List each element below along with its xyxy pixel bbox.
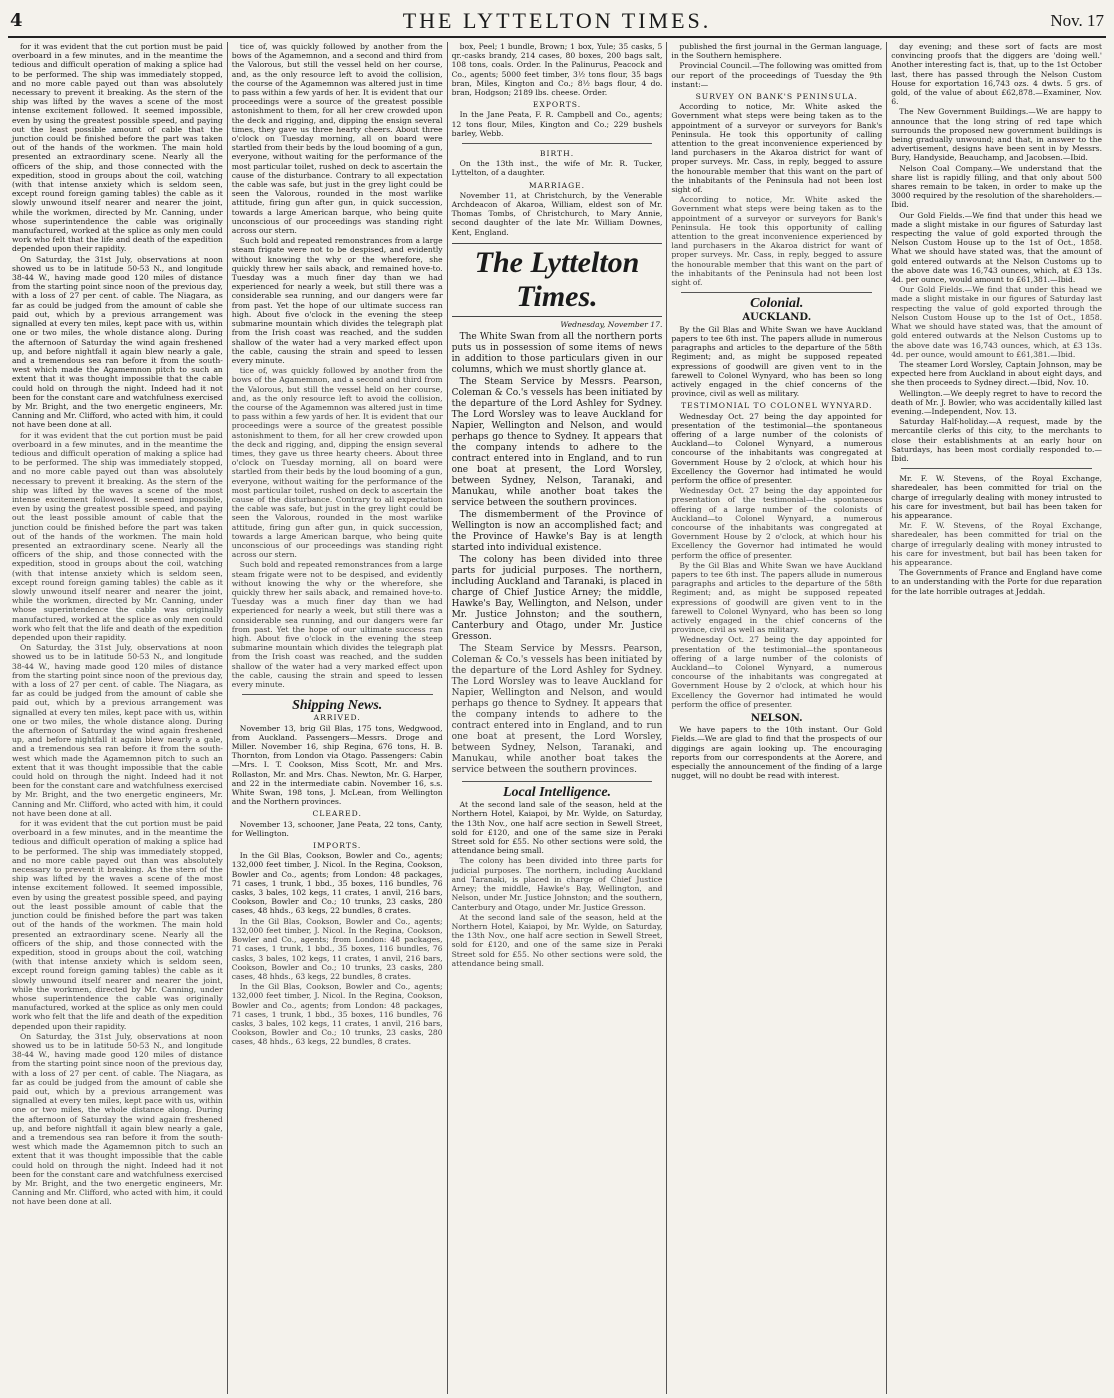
colonial-heading: Colonial. xyxy=(750,296,804,312)
article-paragraph: Nelson Coal Company.—We understand that the share list is rapidly filling, and that only about 500 shares remain to be taken, in order to make up the 3000 required by the resolution of the shareholders.—Ibid. xyxy=(891,163,1102,210)
cleared-heading: CLEARED. xyxy=(312,809,362,819)
article-paragraph: By the Gil Blas and White Swan we have Auckland papers to tee 6th inst. The papers allude in numerous paragraphs and articles to the departure of the 58th Regiment; and, as might be supposed repeated expressions of goodwill are given vent to in the farewell to Colonel Wynyard, who has been so long actively engaged in the chief concerns of the province, civil as well as military. xyxy=(671,560,883,635)
article-paragraph: tice of, was quickly followed by another from the bows of the Agamemnon, and a second and third from the Valorous, but still the vessel held on her course, and, as the only resource left to avoid the collision, the course of the Agamemnon was altered just in time to pass within a few yards of her. It is evident that our proceedings were a source of the greatest possible astonishment to them, for all her crew crowded upon the deck and rigging, and, dipping the ensign several times, they gave us three hearty cheers. About three o'clock on Tuesday morning, all on board were startled from their beds by the loud booming of a gun, everyone, without waiting for the performance of the most particular toilet, rushed on deck to ascertain the cause of the disturbance. Contrary to all expectation the cable was safe, but just in the grey light could be seen the Valorous, rounded in the most warlike attitude, firing gun after gun, in quick succession, towards a large American barque, who being quite unconscious of our proceedings was standing right across our stern. xyxy=(231,366,443,560)
birth-heading: BIRTH. xyxy=(539,149,575,159)
leader-paragraph: The Steam Service by Messrs. Pearson, Coleman & Co.'s vessels has been initiated by the departure of the Lord Ashley for Sydney. The Lord Worsley was to leave Auckland for Napier, Wellington and Nelson, and would perhaps go thence to Sydney. It appears that the company intends to adhere to the contract entered into in England, and to run one boat at present, the Lord Worsley, between Sydney, Nelson, Taranaki, and Manukau, while another boat takes the service between the southern provinces. xyxy=(451,644,663,776)
leader-title: The Lyttelton Times. xyxy=(452,243,663,317)
leader-paragraph: The Steam Service by Messrs. Pearson, Coleman & Co.'s vessels has been initiated by the departure of the Lord Ashley for Sydney. The Lord Worsley was to leave Auckland for Napier, Wellington and Nelson, and would perhaps go thence to Sydney. It appears that the company intends to adhere to the contract entered into in England, and to run one boat at present, the Lord Worsley, between Sydney, Nelson, Taranaki, and Manukau, while another boat takes the service between the southern provinces. xyxy=(451,377,663,509)
leader-paragraph: The White Swan from all the northern ports puts us in possession of some items of news in addition to those particulars given in our columns, which we must shortly glance at. xyxy=(451,332,663,376)
article-paragraph: tice of, was quickly followed by another from the bows of the Agamemnon, and a second and third from the Valorous, but still the vessel held on her course, and, as the only resource left to avoid the collision, the course of the Agamemnon was altered just in time to pass within a few yards of her. It is evident that our proceedings were a source of the greatest possible astonishment to them, for all her crew crowded upon the deck and rigging, and, dipping the ensign several times, they gave us three hearty cheers. About three o'clock on Tuesday morning, all on board were startled from their beds by the loud booming of a gun, everyone, without waiting for the performance of the most particular toilet, rushed on deck to ascertain the cause of the disturbance. Contrary to all expectation the cable was safe, but just in the grey light could be seen the Valorous, rounded in the most warlike attitude, firing gun after gun, in quick succession, towards a large American barque, who being quite unconscious of our proceedings was standing right across our stern. xyxy=(231,42,443,236)
article-paragraph: On Saturday, the 31st July, observations at noon showed us to be in latitude 50-53 N., and longitude 38-44 W., having made good 120 miles of distance from the starting point since noon of the previous day, with a loss of 27 per cent. of cable. The Niagara, as far as could be judged from the amount of cable she paid out, which by a previous arrangement was signalled at every ten miles, kept pace with us, within one or two miles, the whole distance along. During the afternoon of Saturday the wind again freshened up, and before nightfall it again blew nearly a gale, and a tremendous sea ran before it from the south-west which made the Agamemnon pitch to such an extent that it was thought impossible that the cable could hold on through the night. Indeed had it not been for the constant care and watchfulness exercised by Mr. Bright, and the two energetic engineers, Mr. Canning and Mr. Clifford, who acted with him, it could not have been done at all. xyxy=(12,643,223,818)
birth-text: On the 13th inst., the wife of Mr. R. Tucker, Lyttelton, of a daughter. xyxy=(451,159,663,178)
article-paragraph: On Saturday, the 31st July, observations at noon showed us to be in latitude 50-53 N., and longitude 38-44 W., having made good 120 miles of distance from the starting point since noon of the previous day, with a loss of 27 per cent. of cable. The Niagara, as far as could be judged from the amount of cable she paid out, which by a previous arrangement was signalled at every ten miles, kept pace with us, within one or two miles, the whole distance along. During the afternoon of Saturday the wind again freshened up, and before nightfall it again blew nearly a gale, and a tremendous sea ran before it from the south-west which made the Agamemnon pitch to such an extent that it was thought impossible that the cable could hold on through the night. Indeed had it not been for the constant care and watchfulness exercised by Mr. Bright, and the two energetic engineers, Mr. Canning and Mr. Clifford, who acted with him, it could not have been done at all. xyxy=(12,1031,223,1207)
article-paragraph: According to notice, Mr. White asked the Government what steps were being taken as to the appointment of a surveyor or surveyors for Bank's Peninsula. He took this opportunity of calling attention to the great inconvenience experienced by land purchasers in the Akaroa district for want of proper surveys. Mr. Cass, in reply, begged to assure the honourable member that this want on the part of the inhabitants of the Peninsula had not been lost sight of. xyxy=(671,195,883,288)
imports-text: In the Gil Blas, Cookson, Bowler and Co., agents; 132,000 feet timber, J. Nicol. In the Regina, Cookson, Bowler and Co., agents; from London: 48 packages, 71 cases, 1 trunk, 1 bbd., 35 boxes, 116 bundles, 76 casks, 3 bales, 102 kegs, 11 crates, 1 anvil, 216 bars, Cookson, Bowler and Co.; 10 trunks, 23 casks, 280 cases, 48 hhds., 63 kegs, 22 bundles, 8 crates. xyxy=(231,982,443,1047)
cleared-text: November 13, schooner, Jane Peata, 22 tons, Canty, for Wellington. xyxy=(231,819,443,838)
column-5 xyxy=(887,42,1106,1394)
article-paragraph: The Governments of France and England have come to an understanding with the Porte for due reparation for the late horrible outrages at Jeddah. xyxy=(891,568,1102,596)
article-paragraph: Our Gold Fields.—We find that under this head we made a slight mistake in our figures of Saturday last respecting the value of gold exported through the Nelson Custom House up to the 1st of Oct., 1858. What we should have stated was, that the amount of gold entered outwards at the Nelson Customs up to the above date was 16,743 ounces, which, at £3 13s. 4d. per ounce, would amount to £61,381.—Ibid. xyxy=(891,210,1102,285)
leader-paragraph: The dismemberment of the Province of Wellington is now an accomplished fact; and the Province of Hawke's Bay is at length started into individual existence. xyxy=(451,510,663,554)
article-paragraph: for it was evident that the cut portion must be paid overboard in a few minutes, and in the meantime the tedious and difficult operation of making a splice had to be performed. The ship was immediately stopped, and no more cable payed out than was absolutely necessary to prevent it breaking. As the stern of the ship was lifted by the waves a scene of the most intense excitement followed. It seemed impossible, even by using the greatest possible speed, and paying out the least possible amount of cable that the junction could be finished before the part was taken out of the hands of the workmen. The main hold presented an extraordinary scene. Nearly all the officers of the ship, and those connected with the expedition, stood in groups about the coil, watching (with that intense anxiety which is seldom seen, except round foreign gaming tables) the cable as it slowly unwound itself nearer and nearer the joint, while the workmen, directed by Mr. Canning, under whose superintendence the cable was originally manufactured, worked at the splice as only men could work who felt that the life and death of the expedition depended upon their rapidity. xyxy=(12,819,223,1031)
testimonial-heading: TESTIMONIAL TO COLONEL WYNYARD. xyxy=(681,401,873,411)
imports-heading: IMPORTS. xyxy=(313,841,362,851)
article-paragraph: Wednesday Oct. 27 being the day appointed for presentation of the testimonial—the spontaneous offering of a large number of the colonists of Auckland—to Colonel Wynyard, a numerous concourse of the inhabitants was congregated at Government House by 2 o'clock, at which hour his Excellency the Governor had intimated he would perform the office of presenter. xyxy=(671,635,883,709)
local-paragraph: At the second land sale of the season, held at the Northern Hotel, Kaiapoi, by Mr. Wylde, on Saturday, the 13th Nov., one half acre section in Sewell Street, sold for £120, and one of the same size in Peraki Street sold for £55. No other sections were sold, the attendance being small. xyxy=(451,800,663,856)
article-paragraph: The steamer Lord Worsley, Captain Johnson, may be expected here from Auckland in about eight days, and she then proceeds to Sydney direct.—Ibid, Nov. 10. xyxy=(891,359,1102,388)
article-paragraph: day evening; and these sort of facts are most convincing proofs that the diggers are 'doing well.' Another interesting fact is, that, up to the 1st October last, there has passed through the Nelson Custom House for exportation 16,743 ozs. 4 dwts. 5 grs. of gold, of the value of about £62,878.—Examiner, Nov. 6. xyxy=(891,42,1102,107)
column-1 xyxy=(8,42,228,1394)
leader-date: Wednesday, November 17. xyxy=(560,319,663,329)
article-paragraph: Saturday Half-holiday.—A request, made by the mercantile clerks of this city, to the merchants to close their establishments at an early hour on Saturdays, has been most cordially responded to.—Ibid. xyxy=(891,417,1102,463)
article-paragraph: for it was evident that the cut portion must be paid overboard in a few minutes, and in the meantime the tedious and difficult operation of making a splice had to be performed. The ship was immediately stopped, and no more cable payed out than was absolutely necessary to prevent it breaking. As the stern of the ship was lifted by the waves a scene of the most intense excitement followed. It seemed impossible, even by using the greatest possible speed, and paying out the least possible amount of cable that the junction could be finished before the part was taken out of the hands of the workmen. The main hold presented an extraordinary scene. Nearly all the officers of the ship, and those connected with the expedition, stood in groups about the coil, watching (with that intense anxiety which is seldom seen, except round foreign gaming tables) the cable as it slowly unwound itself nearer and nearer the joint, while the workmen, directed by Mr. Canning, under whose superintendence the cable was originally manufactured, worked at the splice as only men could work who felt that the life and death of the expedition depended upon their rapidity. xyxy=(12,430,223,642)
divider xyxy=(901,468,1092,469)
marriage-heading: MARRIAGE. xyxy=(528,180,586,190)
article-paragraph: Such bold and repeated remonstrances from a large steam frigate were not to be despised, and evidently without knowing the why or the wherefore, she quickly threw her sails aback, and remained hove-to. Tuesday was a much finer day than we had experienced for nearly a week, but still there was a considerable sea running, and our dangers were far from past. Yet the hope of our ultimate success ran high. About five o'clock in the evening the steep submarine mountain which divides the telegraph plat from the Irish coast was reached, and the sudden shallow of the water had a very marked effect upon the cable, causing the strain and speed to lessen every minute. xyxy=(231,560,443,690)
exports-heading: EXPORTS. xyxy=(532,100,582,110)
column-2 xyxy=(228,42,448,1394)
issue-date: Nov. 17 xyxy=(1050,11,1104,30)
article-paragraph: Our Gold Fields.—We find that under this head we made a slight mistake in our figures of Saturday last respecting the value of gold exported through the Nelson Custom House up to the 1st of Oct., 1858. What we should have stated was, that the amount of gold entered outwards at the Nelson Customs up to the above date was 16,743 ounces, which, at £3 13s. 4d. per ounce, would amount to £61,381.—Ibid. xyxy=(891,285,1102,359)
local-paragraph: The colony has been divided into three parts for judicial purposes. The northern, including Auckland and Taranaki, is placed in charge of Chief Justice Arney; the middle, Hawke's Bay, Wellington, and Nelson, under Mr. Justice Johnston; and the southern, Canterbury and Otago, under Mr. Justice Gresson. xyxy=(451,856,663,912)
article-paragraph: We have papers to the 10th instant. Our Gold Fields.—We are glad to find that the prospects of our diggings are again looking up. The encouraging reports from our correspondents at the Aorere, and especially the announcement of the finding of a large nugget, will no doubt be read with interest. xyxy=(671,725,883,781)
article-paragraph: Provincial Council.—The following was omitted from our report of the proceedings of Tuesday the 9th instant:— xyxy=(671,61,883,89)
marriage-text: November 11, at Christchurch, by the Venerable Archdeacon of Akaroa, William, eldest son of Mr. Thomas Tombs, of Christchurch, to Mary Annie, second daughter of the late Mr. William Downes, Kent, England. xyxy=(451,190,663,237)
paper-title: THE LYTTELTON TIMES. xyxy=(402,8,712,33)
article-paragraph: Mr. F. W. Stevens, of the Royal Exchange, sharedealer, has been committed for trial on the charge of irregularly dealing with money intrusted to his care for investment, but bail has been taken for his appearance. xyxy=(891,521,1102,567)
article-paragraph: The New Government Buildings.—We are happy to announce that the long string of red tape which surrounds the proposed new government buildings is being gradually unwound; and that, in answer to the advertisement, designs have been sent in by Messrs. Bury, Handyside, Beauchamp, and Jacobsen.—Ibid. xyxy=(891,107,1102,163)
arrived-heading: ARRIVED. xyxy=(313,713,361,723)
imports-continued: box, Peel; 1 bundle, Brown; 1 box, Yule; 35 casks, 5 qr.-casks brandy, 214 cases, 80 boxes, 200 bags salt, 108 tons, coals. Order. In the Palinurus, Peacock and Co., agents; 5000 feet timber, 3½ tons flour, 35 bags bran, Miles, Kington and Co.; 8½ bags flour, 4 do. bran, Hodgson; 2189 lbs. cheese. Order. xyxy=(451,42,663,98)
imports-text: In the Gil Blas, Cookson, Bowler and Co., agents; 132,000 feet timber, J. Nicol. In the Regina, Cookson, Bowler and Co., agents; from London: 48 packages, 71 cases, 1 trunk, 1 bbd., 35 boxes, 116 bundles, 76 casks, 3 bales, 102 kegs, 11 crates, 1 anvil, 216 bars, Cookson, Bowler and Co.; 10 trunks, 23 casks, 280 cases, 48 hhds., 63 kegs, 22 bundles, 8 crates. xyxy=(231,851,443,916)
article-paragraph: Wellington.—We deeply regret to have to record the death of Mr. J. Bowler, who was accidentally killed last evening.—Independent, Nov. 13. xyxy=(891,388,1102,416)
columns xyxy=(8,42,1106,1394)
article-paragraph: for it was evident that the cut portion must be paid overboard in a few minutes, and in the meantime the tedious and difficult operation of making a splice had to be performed. The ship was immediately stopped, and no more cable payed out than was absolutely necessary to prevent it breaking. As the stern of the ship was lifted by the waves a scene of the most intense excitement followed. It seemed impossible, even by using the greatest possible speed, and paying out the least possible amount of cable that the junction could be finished before the part was taken out of the hands of the workmen. The main hold presented an extraordinary scene. Nearly all the officers of the ship, and those connected with the expedition, stood in groups about the coil, watching (with that intense anxiety which is seldom seen, except round foreign gaming tables) the cable as it slowly unwound itself nearer and nearer the joint, while the workmen, directed by Mr. Canning, under whose superintendence the cable was originally manufactured, worked at the splice as only men could work who felt that the life and death of the expedition depended upon their rapidity. xyxy=(12,42,223,254)
article-paragraph: Such bold and repeated remonstrances from a large steam frigate were not to be despised, and evidently without knowing the why or the wherefore, she quickly threw her sails aback, and remained hove-to. Tuesday was a much finer day than we had experienced for nearly a week, but still there was a considerable sea running, and our dangers were far from past. Yet the hope of our ultimate success ran high. About five o'clock in the evening the steep submarine mountain which divides the telegraph plat from the Irish coast was reached, and the sudden shallow of the water had a very marked effect upon the cable, causing the strain and speed to lessen every minute. xyxy=(231,236,443,365)
article-paragraph: By the Gil Blas and White Swan we have Auckland papers to tee 6th inst. The papers allude in numerous paragraphs and articles to the departure of the 58th Regiment; and, as might be supposed repeated expressions of goodwill are given vent to in the farewell to Colonel Wynyard, who has been so long actively engaged in the chief concerns of the province, civil as well as military. xyxy=(671,324,883,399)
column-3 xyxy=(448,42,668,1394)
local-intelligence-heading: Local Intelligence. xyxy=(502,785,612,801)
divider xyxy=(242,694,433,695)
local-paragraph: At the second land sale of the season, held at the Northern Hotel, Kaiapoi, by Mr. Wylde, on Saturday, the 13th Nov., one half acre section in Sewell Street, sold for £120, and one of the same size in Peraki Street sold for £55. No other sections were sold, the attendance being small. xyxy=(451,912,663,968)
column-4 xyxy=(667,42,887,1394)
shipping-news-heading: Shipping News. xyxy=(292,698,383,714)
page-number: 4 xyxy=(10,10,23,31)
exports-text: In the Jane Peata, F. R. Campbell and Co., agents; 12 tons flour, Miles, Kington and Co.; 229 bushels barley, Webb. xyxy=(451,110,663,138)
divider xyxy=(681,292,872,293)
article-paragraph: On Saturday, the 31st July, observations at noon showed us to be in latitude 50-53 N., and longitude 38-44 W., having made good 120 miles of distance from the starting point since noon of the previous day, with a loss of 27 per cent. of cable. The Niagara, as far as could be judged from the amount of cable she paid out, which by a previous arrangement was signalled at every ten miles, kept pace with us, within one or two miles, the whole distance along. During the afternoon of Saturday the wind again freshened up, and before nightfall it again blew nearly a gale, and a tremendous sea ran before it from the south-west which made the Agamemnon pitch to such an extent that it was thought impossible that the cable could hold on through the night. Indeed had it not been for the constant care and watchfulness exercised by Mr. Bright, and the two energetic engineers, Mr. Canning and Mr. Clifford, who acted with him, it could not have been done at all. xyxy=(12,254,223,430)
auckland-heading: AUCKLAND. xyxy=(742,312,812,324)
survey-heading: SURVEY ON BANK'S PENINSULA. xyxy=(695,92,858,102)
masthead xyxy=(8,6,1106,38)
leader-paragraph: The colony has been divided into three parts for judicial purposes. The northern, including Auckland and Taranaki, is placed in charge of Chief Justice Arney; the middle, Hawke's Bay, Wellington, and Nelson, under Mr. Justice Johnston; and the southern, Canterbury and Otago, under Mr. Justice Gresson. xyxy=(451,555,663,643)
divider xyxy=(462,143,653,144)
imports-text: In the Gil Blas, Cookson, Bowler and Co., agents; 132,000 feet timber, J. Nicol. In the Regina, Cookson, Bowler and Co., agents; from London: 48 packages, 71 cases, 1 trunk, 1 bbd., 35 boxes, 116 bundles, 76 casks, 3 bales, 102 kegs, 11 crates, 1 anvil, 216 bars, Cookson, Bowler and Co.; 10 trunks, 23 casks, 280 cases, 48 hhds., 63 kegs, 22 bundles, 8 crates. xyxy=(231,916,443,981)
article-paragraph: published the first journal in the German language, in the Southern hemisphere. xyxy=(671,42,883,61)
article-paragraph: Wednesday Oct. 27 being the day appointed for presentation of the testimonial—the spontaneous offering of a large number of the colonists of Auckland—to Colonel Wynyard, a numerous concourse of the inhabitants was congregated at Government House by 2 o'clock, at which hour his Excellency the Governor had intimated he would perform the office of presenter. xyxy=(671,411,883,485)
nelson-heading: NELSON. xyxy=(750,713,803,725)
article-paragraph: Wednesday Oct. 27 being the day appointed for presentation of the testimonial—the spontaneous offering of a large number of the colonists of Auckland—to Colonel Wynyard, a numerous concourse of the inhabitants was congregated at Government House by 2 o'clock, at which hour his Excellency the Governor had intimated he would perform the office of presenter. xyxy=(671,486,883,560)
article-paragraph: According to notice, Mr. White asked the Government what steps were being taken as to the appointment of a surveyor or surveyors for Bank's Peninsula. He took this opportunity of calling attention to the great inconvenience experienced by land purchasers in the Akaroa district for want of proper surveys. Mr. Cass, in reply, begged to assure the honourable member that this want on the part of the inhabitants of the Peninsula had not been lost sight of. xyxy=(671,102,883,195)
divider xyxy=(462,781,653,782)
article-paragraph: Mr. F. W. Stevens, of the Royal Exchange, sharedealer, has been committed for trial on the charge of irregularly dealing with money intrusted to his care for investment, but bail has been taken for his appearance. xyxy=(891,474,1102,520)
arrived-text: November 13, brig Gil Blas, 175 tons, Wedgwood, from Auckland. Passengers—Messrs. Droge and Miller. November 16, ship Regina, 676 tons, H. B. Thornton, from London via Otago. Passengers: Cabin—Mrs. I. T. Cookson, Miss Scott, Mr. and Mrs. Rollaston, Mr. and Mrs. Chas. Newton, Mr. G. Harper, and 22 in the intermediate cabin. November 16, s.s. White Swan, 198 tons, J. McLean, from Wellington and the Northern provinces. xyxy=(231,723,443,807)
